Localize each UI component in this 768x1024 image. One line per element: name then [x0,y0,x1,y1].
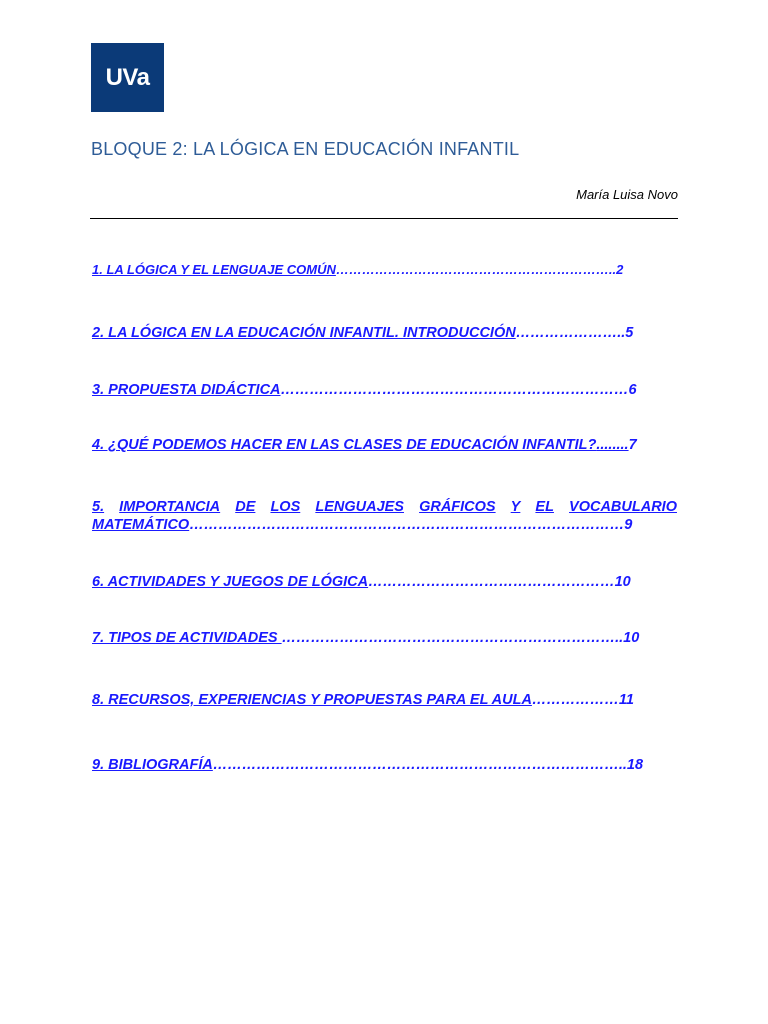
toc-page-2: 5 [625,325,634,341]
toc-link-5-cont[interactable]: MATEMÁTICO [92,517,190,533]
toc-dots-9: ………………………………………………………………………….. [212,757,627,773]
toc-link-2[interactable]: 2. LA LÓGICA EN LA EDUCACIÓN INFANTIL. INTRODUCCIÓN [92,325,516,341]
toc-word-5-8: EL [535,499,554,515]
toc-dots-1: ……………………………………………………….. [335,262,617,277]
toc-dots-7: …………………………………………………………….. [281,630,624,646]
toc-page-9: 18 [626,757,644,773]
toc-link-5[interactable] [92,499,677,515]
toc-entry-8[interactable] [92,692,634,708]
toc-page-8: 11 [618,692,634,708]
author-name: María Luisa Novo [576,187,678,202]
toc-entry-9[interactable] [92,757,643,773]
header-divider [90,218,678,219]
toc-dots-6: …………………………………………… [368,574,615,590]
document-title: BLOQUE 2: LA LÓGICA EN EDUCACIÓN INFANTIL [91,139,520,159]
toc-link-7[interactable]: 7. TIPOS DE ACTIVIDADES [92,630,282,646]
toc-entry-1[interactable] [92,262,623,277]
toc-entry-3[interactable] [92,382,637,398]
toc-word-5-3: DE [235,499,256,515]
toc-dots-2: ………………….. [515,325,626,341]
toc-dots-8: ……………… [531,692,619,708]
toc-link-1[interactable]: 1. LA LÓGICA Y EL LENGUAJE COMÚN [92,262,336,277]
toc-word-5-2: IMPORTANCIA [119,499,221,515]
toc-word-5-5: LENGUAJES [315,499,404,515]
toc-link-9[interactable]: 9. BIBLIOGRAFÍA [92,757,213,773]
toc-entry-4[interactable] [92,437,637,453]
toc-page-1: 2 [616,262,624,277]
uva-logo [91,43,164,112]
uva-logo-text: UVa [105,63,150,91]
toc-word-5-9: VOCABULARIO [569,499,677,515]
toc-entry-6[interactable] [92,574,631,590]
toc-link-4[interactable]: 4. ¿QUÉ PODEMOS HACER EN LAS CLASES DE EDUCACIÓN INFANTIL? [92,437,597,453]
toc-page-3: 6 [628,382,637,398]
toc-entry-7[interactable] [92,630,639,646]
toc-word-5-7: Y [510,499,521,515]
toc-word-5-6: GRÁFICOS [419,499,496,515]
toc-entry-2[interactable] [92,325,633,341]
toc-page-7: 10 [623,630,640,646]
toc-dots-4: ........ [596,437,629,453]
toc-word-5-1: 5. [92,499,105,515]
toc-dots-3: ……………………………………………………………… [280,382,629,398]
toc-page-6: 10 [614,574,631,590]
toc-link-3[interactable]: 3. PROPUESTA DIDÁCTICA [92,382,281,398]
toc-page-4: 7 [628,437,637,453]
toc-link-6[interactable]: 6. ACTIVIDADES Y JUEGOS DE LÓGICA [92,574,369,590]
toc-page-5: 9 [624,517,633,533]
toc-link-8[interactable]: 8. RECURSOS, EXPERIENCIAS Y PROPUESTAS PARA EL AULA [92,692,532,708]
toc-dots-5: ……………………………………………………………………………… [189,517,625,533]
toc-entry-5[interactable] [92,499,677,533]
toc-word-5-4: LOS [270,499,301,515]
